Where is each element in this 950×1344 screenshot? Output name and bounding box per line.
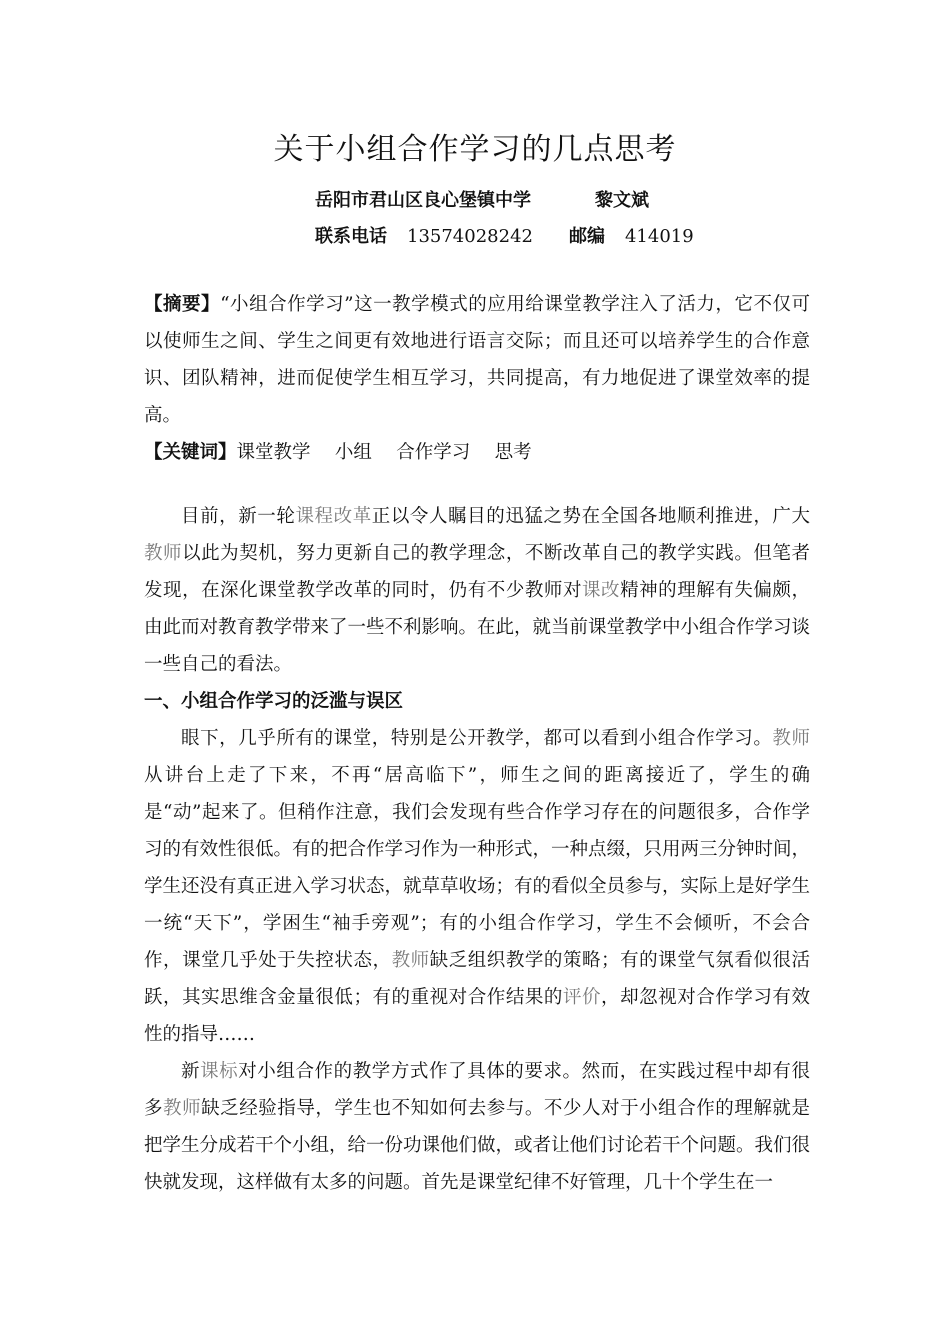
text-run: ，却忽视对合作学习有效性的指导……: [144, 987, 810, 1045]
abstract-text: “小组合作学习”这一教学模式的应用给课堂教学注入了活力，它不仅可以使师生之间、学生之间更有效地进行语言交际；而且还可以培养学生的合作意识、团队精神，进而促使学生相互学习，共同提高，有力地促进了课堂效率的提高。: [144, 294, 810, 426]
text-run: 精神的理解有失偏颇，由此而对教育教学带来了一些不利影响。在此，就当前课堂教学中小组合作学习谈一些自己的看法。: [144, 580, 811, 675]
document-title: 关于小组合作学习的几点思考: [273, 132, 677, 167]
author-line: [315, 188, 649, 214]
text-run: 目前，新一轮: [181, 506, 296, 527]
intro-paragraph: [144, 498, 810, 683]
link-teacher[interactable]: 教师: [163, 1098, 202, 1119]
link-teacher[interactable]: 教师: [772, 728, 810, 749]
keywords: [144, 434, 810, 471]
body-text: [144, 498, 810, 1201]
author-name: 黎文斌: [595, 190, 649, 211]
phone-number: 13574028242: [407, 226, 533, 247]
postcode-number: 414019: [624, 226, 694, 247]
section1-paragraph-2: [144, 1053, 810, 1201]
text-run: 新: [181, 1061, 201, 1082]
contact-line: [315, 224, 694, 250]
abstract-label: 【摘要】: [144, 294, 221, 315]
abstract: [144, 286, 810, 434]
link-evaluation[interactable]: 评价: [562, 987, 602, 1008]
link-curriculum-standard[interactable]: 课标: [200, 1061, 239, 1082]
phone-label: 联系电话: [315, 226, 387, 247]
text-run: 眼下，几乎所有的课堂，特别是公开教学，都可以看到小组合作学习。: [181, 728, 773, 749]
text-run: 从讲台上走了下来，不再“居高临下”，师生之间的距离接近了，学生的确是“动”起来了。但稍作注意，我们会发现有些合作学习存在的问题很多，合作学习的有效性很低。有的把合作学习作为一种形式，一种点缀，只用两三分钟时间，学生还没有真正进入学习状态，就草草收场；有的看似全员参与，实际上是好学生一统“天下”，学困生“袖手旁观”；有的小组合作学习，学生不会倾听，不会合作，课堂几乎处于失控状态，: [144, 765, 811, 971]
school-name: 岳阳市君山区良心堡镇中学: [315, 190, 531, 211]
link-teacher[interactable]: 教师: [144, 543, 183, 564]
keywords-text: 课堂教学 小组 合作学习 思考: [236, 442, 532, 463]
postcode-label: 邮编: [568, 226, 605, 247]
keywords-label: 【关键词】: [144, 442, 237, 463]
text-run: 缺乏组织教学的策略；有的课堂气氛看似很活跃，其实思维含金量很低；有的重视对合作结果的: [144, 950, 810, 1008]
text-run: 对小组合作的教学方式作了具体的要求。然而，在实践过程中却有很多: [144, 1061, 810, 1119]
section1-paragraph-1: [144, 720, 810, 1053]
link-curriculum-reform[interactable]: 课程改革: [295, 506, 372, 527]
text-run: 正以令人瞩目的迅猛之势在全国各地顺利推进，广大: [371, 506, 810, 527]
link-curriculum-change[interactable]: 课改: [582, 580, 621, 601]
link-teacher[interactable]: 教师: [391, 950, 430, 971]
text-run: 缺乏经验指导，学生也不知如何去参与。不少人对于小组合作的理解就是把学生分成若干个小组，给一份功课他们做，或者让他们讨论若干个问题。我们很快就发现，这样做有太多的问题。首先是课堂纪律不好管理，几十个学生在一: [144, 1098, 811, 1193]
abstract-block: [144, 286, 810, 471]
text-run: 以此为契机，努力更新自己的教学理念，不断改革自己的教学实践。但笔者发现，在深化课堂教学改革的同时，仍有不少教师对: [144, 543, 810, 601]
section-heading-1: 一、小组合作学习的泛滥与误区: [144, 691, 404, 712]
